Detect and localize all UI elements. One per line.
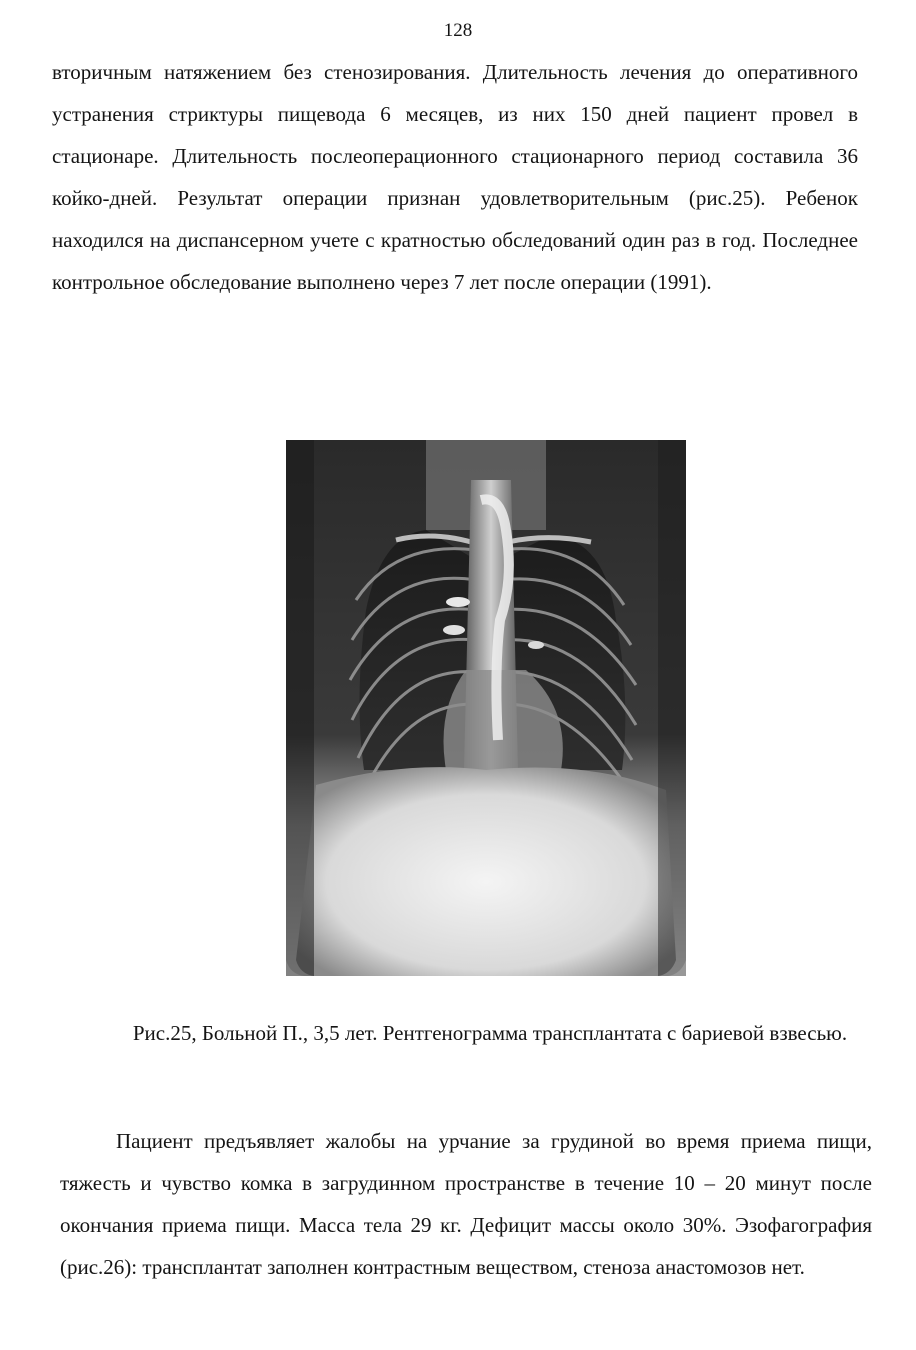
figure-caption: Рис.25, Больной П., 3,5 лет. Рентгенограмма трансплантата с бариевой взвесью.: [132, 1021, 848, 1045]
paragraph-complaints: Пациент предъявляет жалобы на урчание за грудиной во время приема пищи, тяжесть и чувство комка в загрудинном пространстве в течение 10 – 20 минут после окончания приема пищи. Масса тела 29 кг. Дефицит массы около 30%. Эзофагография (рис.26): трансплантат заполнен контрастным веществом, стеноза анастомозов нет.: [60, 1129, 872, 1279]
paragraph-continuation: вторичным натяжением без стенозирования. Длительность лечения до оперативного устранения стриктуры пищевода 6 месяцев, из них 150 дней пациент провел в стационаре. Длительность послеоперационного стационарного период составила 36 койко-дней. Результат операции признан удовлетворительным (рис.25). Ребенок находился на диспансерном учете с кратностью обследований один раз в год. Последнее контрольное обследование выполнено через 7 лет после операции (1991).: [52, 60, 858, 294]
chest-xray-image: [286, 440, 686, 978]
page-number: 128: [443, 20, 473, 41]
chest-xray-figure: [286, 440, 686, 978]
